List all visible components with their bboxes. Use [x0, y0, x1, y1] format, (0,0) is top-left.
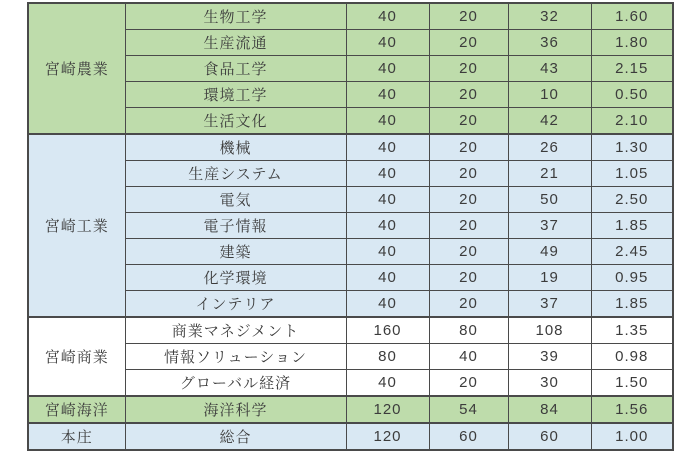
- value-cell: 40: [346, 56, 429, 82]
- value-cell: 2.15: [591, 56, 673, 82]
- department-cell: 化学環境: [125, 265, 346, 291]
- table-row: [28, 265, 673, 291]
- value-cell: 10: [508, 82, 591, 108]
- school-cell: 宮崎海洋: [28, 396, 125, 423]
- table-row: [28, 317, 673, 344]
- department-cell: 環境工学: [125, 82, 346, 108]
- value-cell: 50: [508, 187, 591, 213]
- value-cell: 1.85: [591, 213, 673, 239]
- table-row: [28, 161, 673, 187]
- value-cell: 32: [508, 3, 591, 30]
- table-row: [28, 370, 673, 397]
- value-cell: 40: [346, 370, 429, 397]
- value-cell: 40: [346, 187, 429, 213]
- value-cell: 40: [346, 3, 429, 30]
- department-cell: 情報ソリューション: [125, 344, 346, 370]
- table-row: [28, 30, 673, 56]
- value-cell: 1.50: [591, 370, 673, 397]
- table-row: [28, 82, 673, 108]
- table-row: [28, 187, 673, 213]
- value-cell: 0.50: [591, 82, 673, 108]
- value-cell: 1.30: [591, 134, 673, 161]
- department-cell: 商業マネジメント: [125, 317, 346, 344]
- department-cell: 生産流通: [125, 30, 346, 56]
- value-cell: 20: [429, 3, 508, 30]
- value-cell: 108: [508, 317, 591, 344]
- value-cell: 1.85: [591, 291, 673, 318]
- value-cell: 20: [429, 82, 508, 108]
- value-cell: 40: [346, 161, 429, 187]
- value-cell: 43: [508, 56, 591, 82]
- value-cell: 20: [429, 56, 508, 82]
- school-cell: 宮崎工業: [28, 134, 125, 317]
- value-cell: 20: [429, 161, 508, 187]
- department-cell: 生産システム: [125, 161, 346, 187]
- value-cell: 0.95: [591, 265, 673, 291]
- value-cell: 20: [429, 239, 508, 265]
- table-row: [28, 3, 673, 30]
- value-cell: 40: [346, 82, 429, 108]
- value-cell: 1.35: [591, 317, 673, 344]
- value-cell: 40: [346, 213, 429, 239]
- value-cell: 120: [346, 396, 429, 423]
- value-cell: 20: [429, 265, 508, 291]
- value-cell: 21: [508, 161, 591, 187]
- value-cell: 40: [346, 108, 429, 135]
- value-cell: 80: [346, 344, 429, 370]
- table-row: [28, 423, 673, 450]
- department-cell: グローバル経済: [125, 370, 346, 397]
- value-cell: 20: [429, 30, 508, 56]
- department-cell: 電気: [125, 187, 346, 213]
- value-cell: 36: [508, 30, 591, 56]
- value-cell: 40: [346, 291, 429, 318]
- table-row: [28, 291, 673, 318]
- value-cell: 19: [508, 265, 591, 291]
- department-cell: 建築: [125, 239, 346, 265]
- value-cell: 40: [346, 30, 429, 56]
- value-cell: 60: [429, 423, 508, 450]
- value-cell: 2.10: [591, 108, 673, 135]
- value-cell: 1.60: [591, 3, 673, 30]
- school-cell: 宮崎農業: [28, 3, 125, 134]
- department-cell: 総合: [125, 423, 346, 450]
- value-cell: 1.56: [591, 396, 673, 423]
- admission-table: [27, 2, 674, 451]
- table-row: [28, 396, 673, 423]
- department-cell: 海洋科学: [125, 396, 346, 423]
- value-cell: 49: [508, 239, 591, 265]
- value-cell: 0.98: [591, 344, 673, 370]
- school-cell: 宮崎商業: [28, 317, 125, 396]
- department-cell: 食品工学: [125, 56, 346, 82]
- value-cell: 26: [508, 134, 591, 161]
- department-cell: 生活文化: [125, 108, 346, 135]
- value-cell: 1.00: [591, 423, 673, 450]
- value-cell: 2.50: [591, 187, 673, 213]
- value-cell: 40: [346, 265, 429, 291]
- value-cell: 20: [429, 134, 508, 161]
- table-row: [28, 239, 673, 265]
- table-row: [28, 134, 673, 161]
- school-cell: 本庄: [28, 423, 125, 450]
- value-cell: 84: [508, 396, 591, 423]
- value-cell: 160: [346, 317, 429, 344]
- value-cell: 60: [508, 423, 591, 450]
- value-cell: 20: [429, 370, 508, 397]
- value-cell: 40: [429, 344, 508, 370]
- value-cell: 37: [508, 213, 591, 239]
- department-cell: 生物工学: [125, 3, 346, 30]
- value-cell: 20: [429, 213, 508, 239]
- table-row: [28, 344, 673, 370]
- value-cell: 54: [429, 396, 508, 423]
- value-cell: 42: [508, 108, 591, 135]
- value-cell: 30: [508, 370, 591, 397]
- value-cell: 1.05: [591, 161, 673, 187]
- table-row: [28, 56, 673, 82]
- value-cell: 2.45: [591, 239, 673, 265]
- value-cell: 1.80: [591, 30, 673, 56]
- value-cell: 20: [429, 187, 508, 213]
- value-cell: 39: [508, 344, 591, 370]
- department-cell: インテリア: [125, 291, 346, 318]
- value-cell: 20: [429, 108, 508, 135]
- department-cell: 電子情報: [125, 213, 346, 239]
- department-cell: 機械: [125, 134, 346, 161]
- value-cell: 80: [429, 317, 508, 344]
- value-cell: 40: [346, 239, 429, 265]
- table-row: [28, 213, 673, 239]
- value-cell: 20: [429, 291, 508, 318]
- value-cell: 120: [346, 423, 429, 450]
- value-cell: 40: [346, 134, 429, 161]
- table-row: [28, 108, 673, 135]
- value-cell: 37: [508, 291, 591, 318]
